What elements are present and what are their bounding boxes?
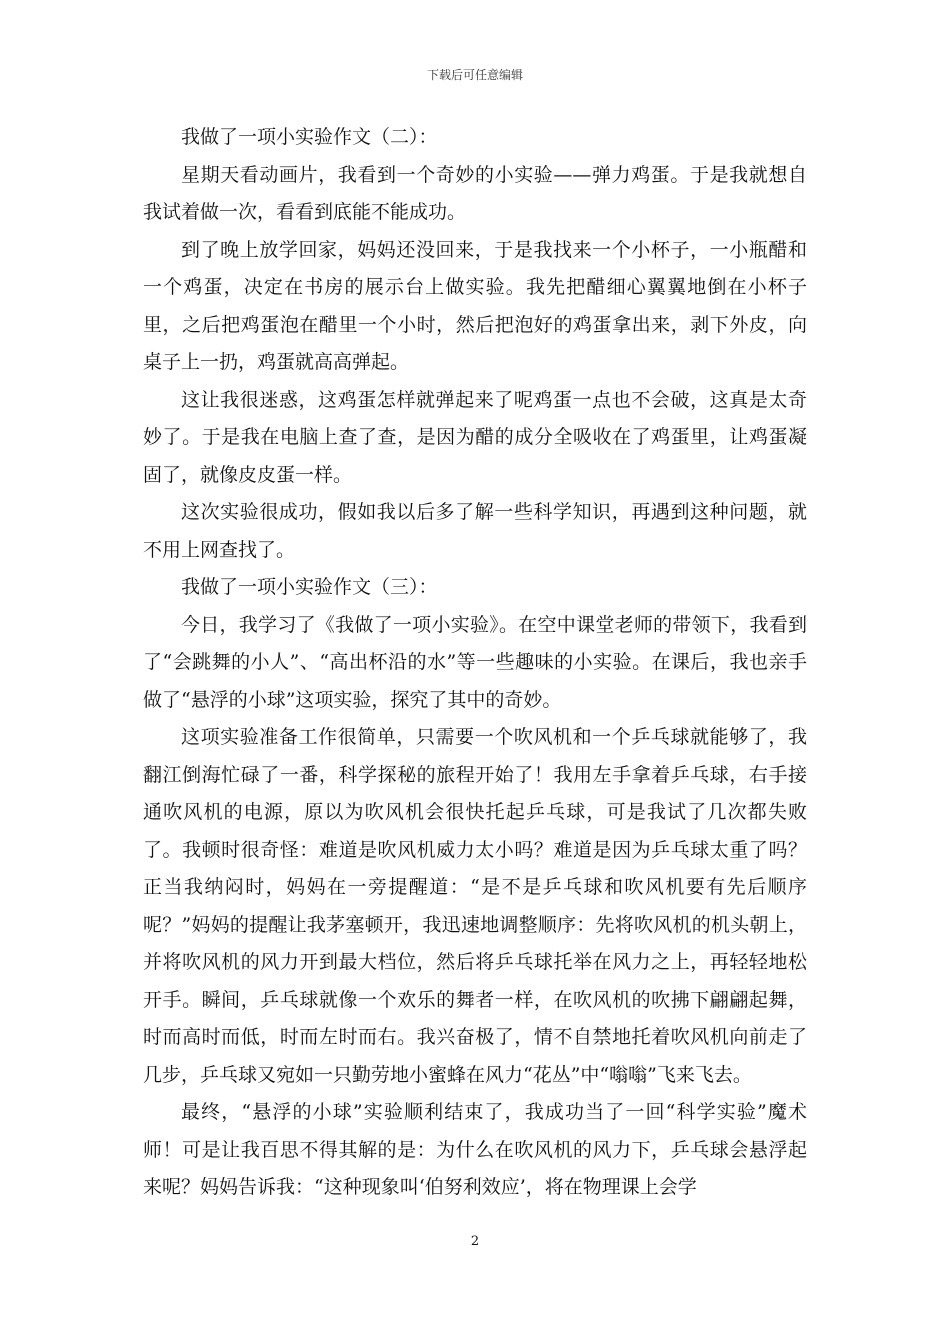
- paragraph: 星期天看动画片，我看到一个奇妙的小实验——弹力鸡蛋。于是我就想自我试着做一次，看看到底能不能成功。: [143, 163, 807, 223]
- essay-title-2: 我做了一项小实验作文（二）：: [181, 126, 438, 148]
- page-number: 2: [470, 1234, 480, 1249]
- paragraph: 最终，“悬浮的小球”实验顺利结束了，我成功当了一回“科学实验”魔术师！可是让我百思不得其解的是：为什么在吹风机的风力下，乒乓球会悬浮起来呢？妈妈告诉我：“这种现象叫‘伯努利效应’，将在物理课上会学: [143, 1101, 807, 1198]
- paragraph: 这让我很迷惑，这鸡蛋怎样就弹起来了呢鸡蛋一点也不会破，这真是太奇妙了。于是我在电脑上查了查，是因为醋的成分全吸收在了鸡蛋里，让鸡蛋凝固了，就像皮皮蛋一样。: [143, 388, 807, 486]
- paragraph: 这次实验很成功，假如我以后多了解一些科学知识，再遇到这种问题，就不用上网查找了。: [143, 501, 807, 561]
- paragraph: 今日，我学习了《我做了一项小实验》。在空中课堂老师的带领下，我看到了“会跳舞的小人”、“高出杯沿的水”等一些趣味的小实验。在课后，我也亲手做了“悬浮的小球”这项实验，探究了其中的奇妙。: [143, 613, 807, 711]
- paragraph: 到了晚上放学回家，妈妈还没回来，于是我找来一个小杯子，一小瓶醋和一个鸡蛋，决定在书房的展示台上做实验。我先把醋细心翼翼地倒在小杯子里，之后把鸡蛋泡在醋里一个小时，然后把泡好的鸡蛋拿出来，剥下外皮，向桌子上一扔，鸡蛋就高高弹起。: [143, 238, 807, 373]
- paragraph: 这项实验准备工作很简单，只需要一个吹风机和一个乒乓球就能够了，我翻江倒海忙碌了一番，科学探秘的旅程开始了！我用左手拿着乒乓球，右手接通吹风机的电源，原以为吹风机会很快托起乒乓球，可是我试了几次都失败了。我顿时很奇怪：难道是吹风机威力太小吗？难道是因为乒乓球太重了吗？正当我纳闷时，妈妈在一旁提醒道：“是不是乒乓球和吹风机要有先后顺序呢？”妈妈的提醒让我茅塞顿开，我迅速地调整顺序：先将吹风机的机头朝上，并将吹风机的风力开到最大档位，然后将乒乓球托举在风力之上，再轻轻地松开手。瞬间，乒乓球就像一个欢乐的舞者一样，在吹风机的吹拂下翩翩起舞，时而高时而低，时而左时而右。我兴奋极了，情不自禁地托着吹风机向前走了几步，乒乓球又宛如一只勤劳地小蜜蜂在风力“花丛”中“嗡嗡”飞来飞去。: [143, 726, 807, 1086]
- essay-title-3: 我做了一项小实验作文（三）：: [181, 576, 438, 598]
- document-body: [143, 119, 807, 1207]
- page-header: 下载后可任意编辑: [426, 68, 523, 82]
